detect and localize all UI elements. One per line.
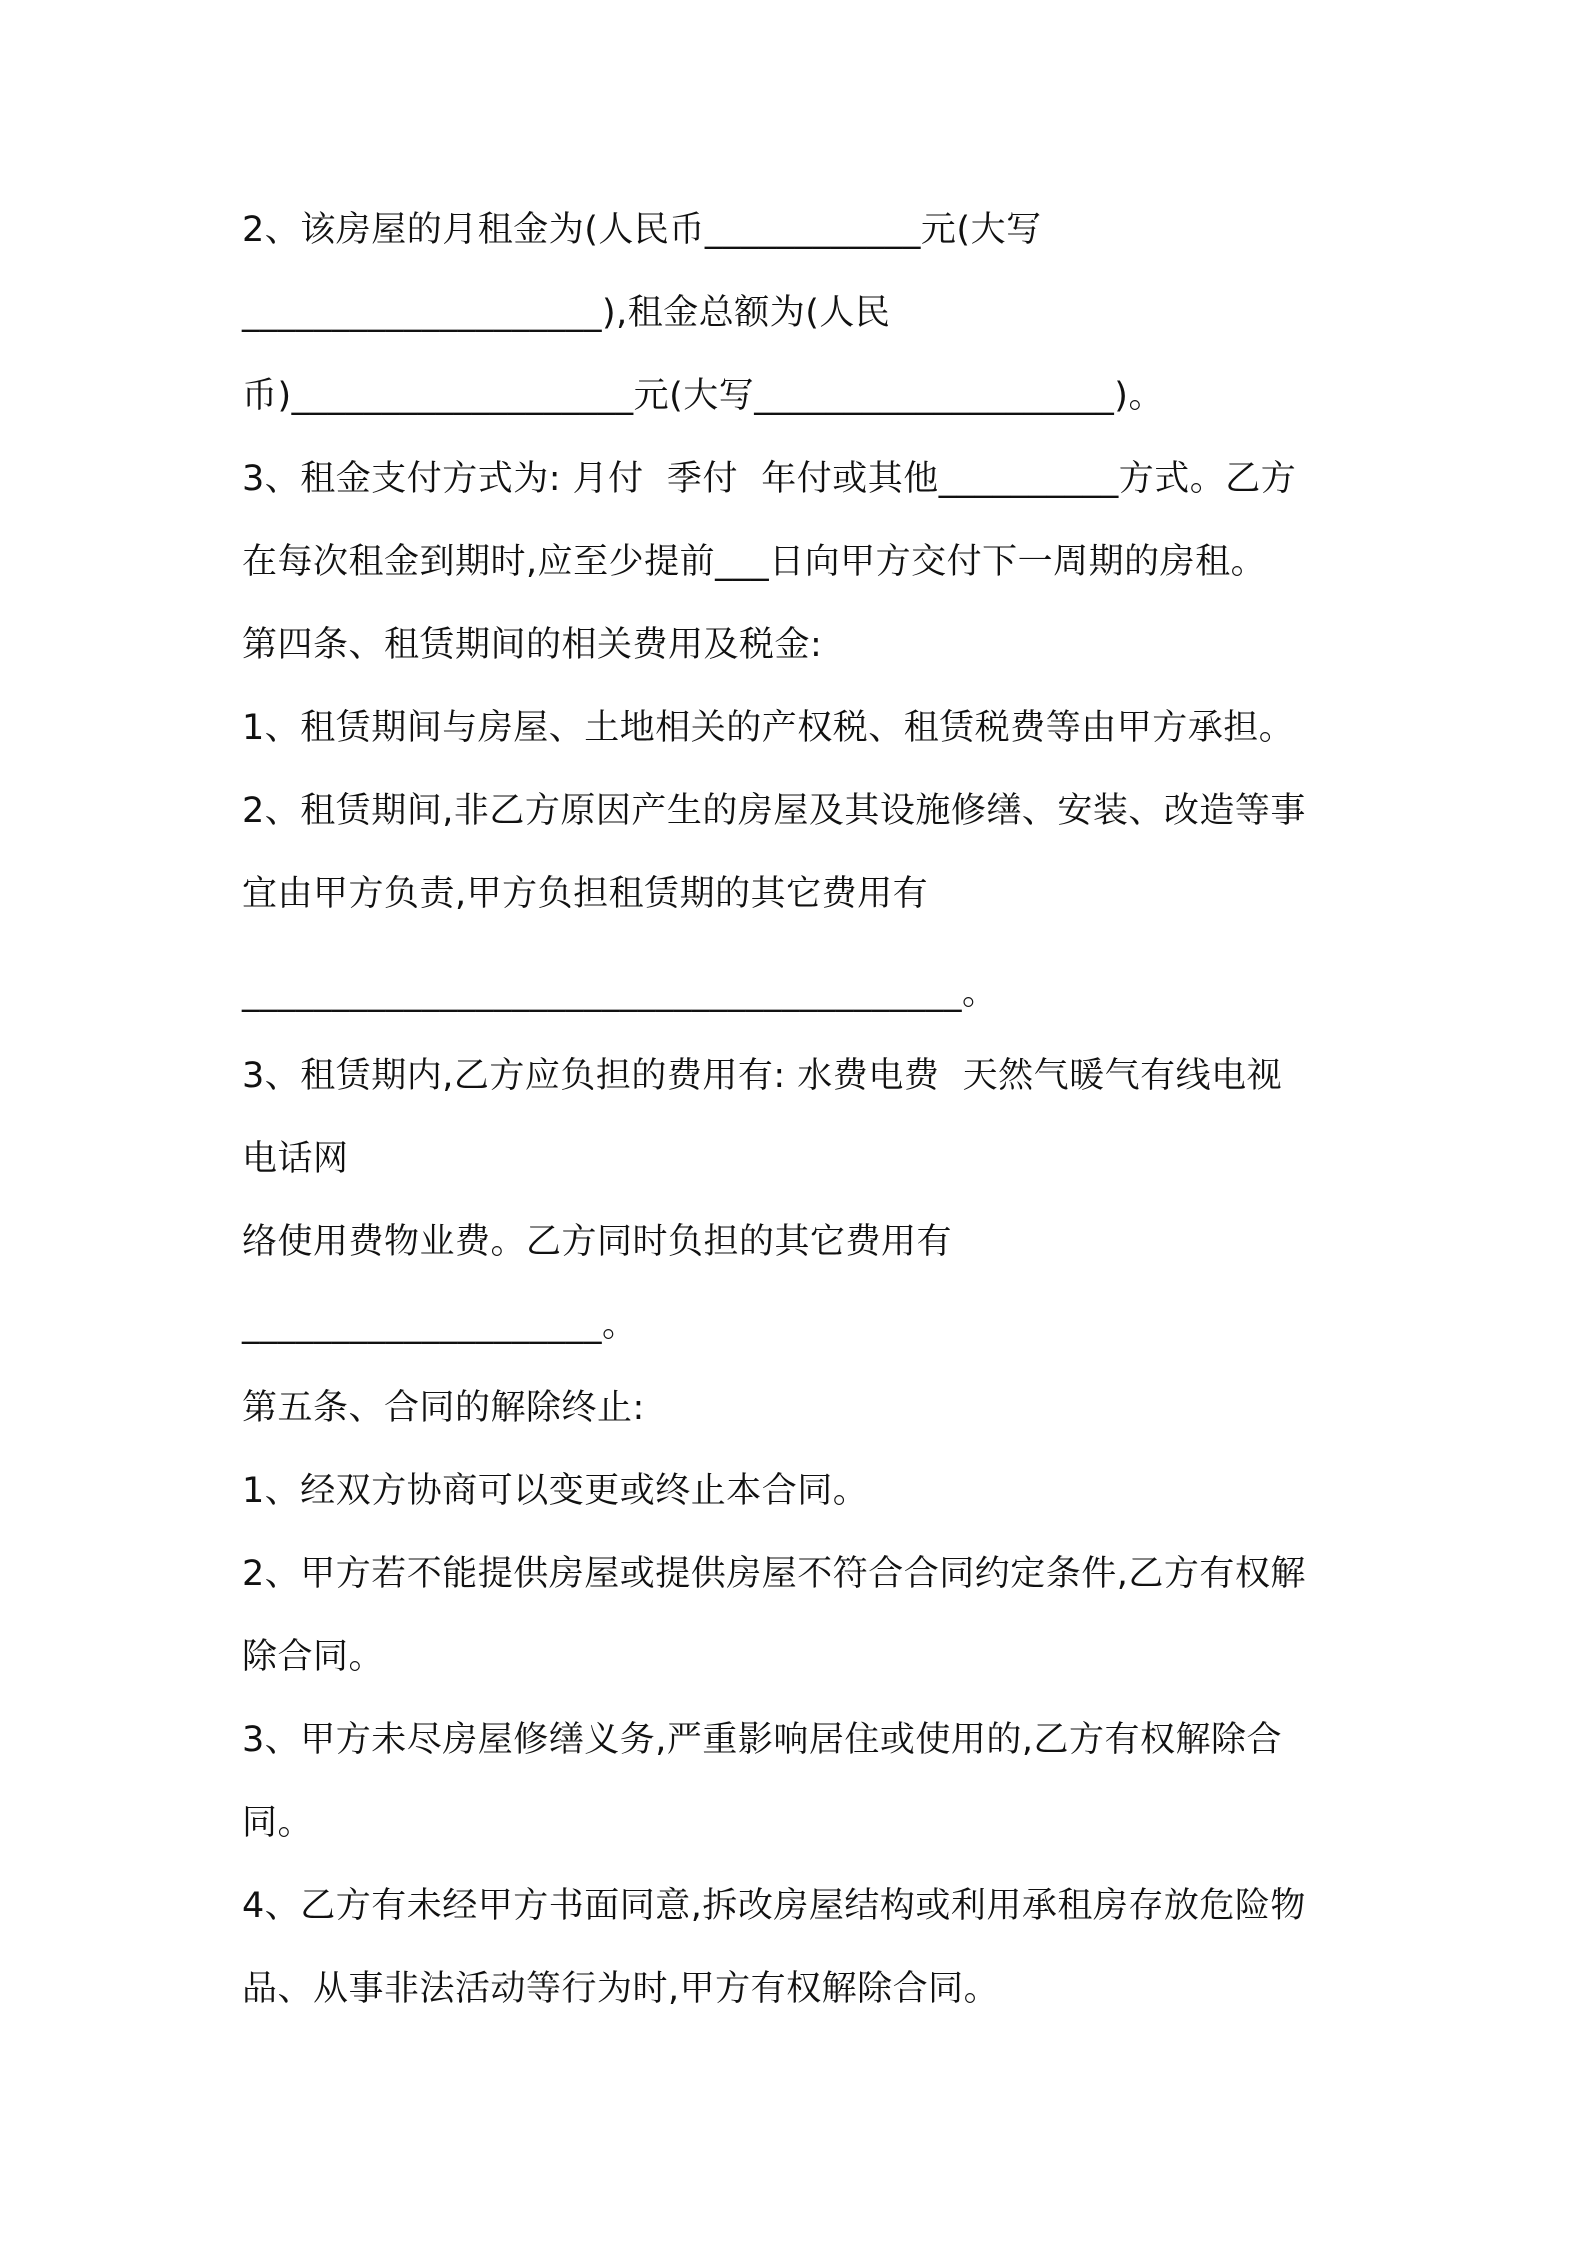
text-line: 1、租赁期间与房屋、土地相关的产权税、租赁税费等由甲方承担。 (242, 708, 1295, 748)
text-line: 币)___________________元(大写____________________)。 (242, 376, 1164, 416)
text-line: 3、租赁期内,乙方应负担的费用有: 水费电费 天然气暖气有线电视 (242, 1056, 1283, 1096)
text-line: 同。 (242, 1803, 314, 1843)
text-line: ____________________),租金总额为(人民 (242, 293, 891, 333)
blank-fill-line: ____________________。 (242, 1305, 638, 1345)
section-heading: 第五条、合同的解除终止: (242, 1388, 645, 1428)
blank-fill-line: ________________________________________。 (242, 973, 998, 1013)
text-line: 3、租金支付方式为: 月付 季付 年付或其他__________方式。乙方 (242, 459, 1297, 499)
text-line: 2、租赁期间,非乙方原因产生的房屋及其设施修缮、安装、改造等事 (242, 791, 1306, 831)
text-line: 除合同。 (242, 1637, 385, 1677)
text-line: 1、经双方协商可以变更或终止本合同。 (242, 1471, 869, 1511)
text-line: 电话网 (242, 1139, 349, 1179)
text-line: 2、甲方若不能提供房屋或提供房屋不符合合同约定条件,乙方有权解 (242, 1554, 1306, 1594)
text-line: 络使用费物业费。乙方同时负担的其它费用有 (242, 1222, 953, 1262)
text-line: 2、该房屋的月租金为(人民币____________元(大写 (242, 210, 1042, 250)
text-line: 宜由甲方负责,甲方负担租赁期的其它费用有 (242, 874, 929, 914)
text-line: 在每次租金到期时,应至少提前___日向甲方交付下一周期的房租。 (242, 542, 1267, 582)
text-line: 品、从事非法活动等行为时,甲方有权解除合同。 (242, 1969, 1000, 2009)
text-line: 3、甲方未尽房屋修缮义务,严重影响居住或使用的,乙方有权解除合 (242, 1720, 1283, 1760)
section-heading: 第四条、租赁期间的相关费用及税金: (242, 625, 823, 665)
text-line: 4、乙方有未经甲方书面同意,拆改房屋结构或利用承租房存放危险物 (242, 1886, 1306, 1926)
